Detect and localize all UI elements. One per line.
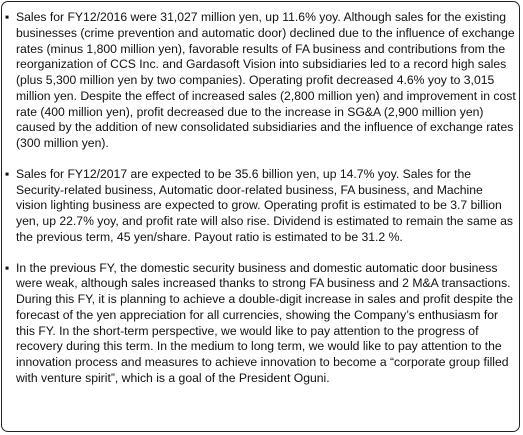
paragraph-text: In the previous FY, the domestic security business and domestic automatic door business were weak, although sales increased thanks to strong FA business and 2 M&A transactions. During this FY, it is planning to achieve a double-digit increase in sales and profit despite the forecast of the yen appreciation for all currencies, showing the Company’s enthusiasm for this FY. In the short-term perspective, we would like to pay attention to the progress of recovery during this term. In the medium to long term, we would like to pay attention to the innovation process and measures to achieve innovation to become a “corporate group filled with venture spirit”, which is a goal of the President Oguni. bbox=[16, 260, 514, 385]
summary-content bbox=[5, 10, 517, 402]
bullet-marker: ▪ bbox=[5, 260, 10, 275]
paragraph-fy2017-forecast bbox=[5, 167, 517, 246]
bullet-marker: ▪ bbox=[5, 10, 10, 24]
paragraph-text: Sales for FY12/2017 are expected to be 35.6 billion yen, up 14.7% yoy. Sales for the Security-related business, Automatic door-related business, FA business, and Machine vision lighting business are expected to grow. Operating profit is estimated to be 3.7 billion yen, up 22.7% yoy, and profit rate will also rise. Dividend is estimated to remain the same as the previous term, 45 yen/share. Payout ratio is estimated to be 31.2 %. bbox=[16, 166, 513, 244]
bullet-marker: ▪ bbox=[5, 166, 10, 181]
paragraph-text: Sales for FY12/2016 were 31,027 million yen, up 11.6% yoy. Although sales for the existing businesses (crime prevention and automatic door) declined due to the influence of exchange rates (minus 1,800 million yen), favorable results of FA business and contributions from the reorganization of CCS Inc. and Gardasoft Vision into subsidiaries led to a record high sales (plus 5,300 million yen by two companies). Operating profit decreased 4.6% yoy to 3,015 million yen. Despite the effect of increased sales (2,800 million yen) and improvement in cost rate (400 million yen), profit decreased due to the increase in SG&A (2,900 million yen) caused by the addition of new consolidated subsidiaries and the influence of exchange rates (300 million yen). bbox=[16, 10, 516, 150]
paragraph-fy2016-results bbox=[5, 10, 517, 152]
paragraph-outlook bbox=[5, 261, 517, 387]
